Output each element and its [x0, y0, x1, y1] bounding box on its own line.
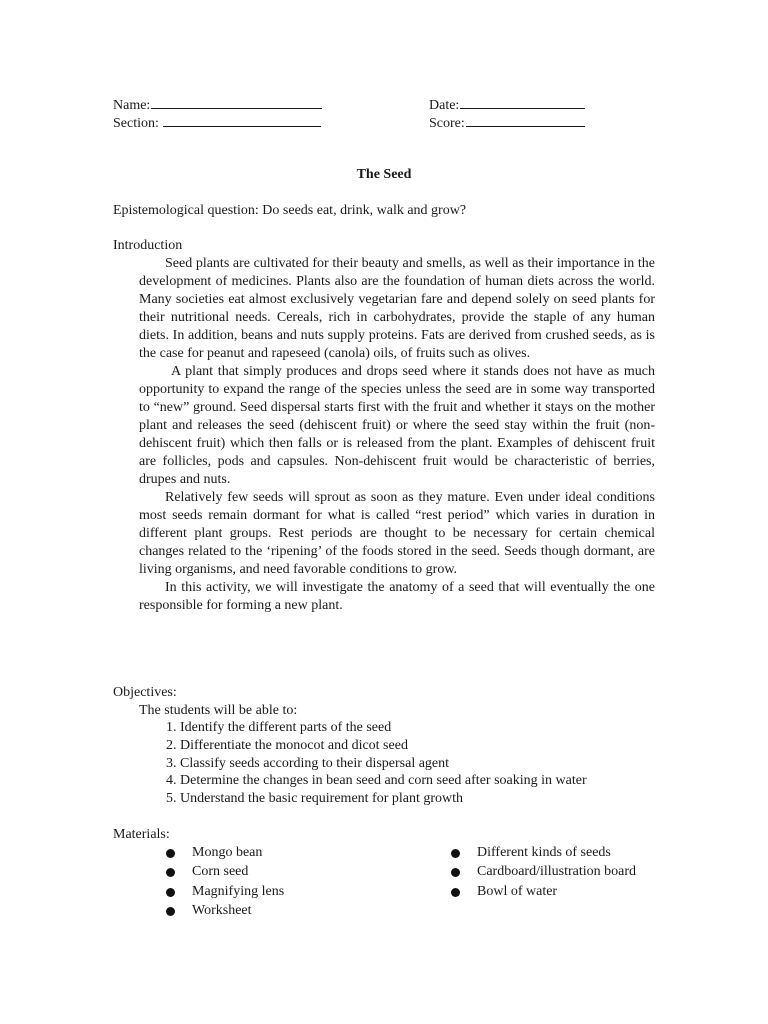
materials-list-right: [451, 844, 636, 902]
section-blank-line: [163, 113, 321, 127]
header-row-2: [113, 113, 628, 131]
objective-item: 1. Identify the different parts of the seed: [166, 720, 392, 735]
score-label: Score:: [429, 116, 465, 131]
date-blank-line: [460, 95, 585, 109]
bullet-icon: [451, 849, 460, 858]
material-label: Cardboard/illustration board: [477, 864, 637, 880]
intro-paragraph: Seed plants are cultivated for their beauty and smells, as well as their importance in the development of medicines. Plants also are the foundation of human diets across the world. Many societies eat almost exclusively vegetarian fare and depend solely on seed plants for their nutritional needs. Cereals, rich in carbohydrates, provide the staple of any human diets. In addition, beans and nuts supply proteins. Fats are derived from crushed seeds, as is the case for peanut and rapeseed (canola) oils, of fruits such as olives.: [139, 256, 655, 361]
material-item: [166, 863, 284, 882]
material-item: [166, 902, 284, 921]
materials-heading: Materials:: [113, 827, 170, 842]
bullet-icon: [166, 888, 175, 897]
material-label: Magnifying lens: [192, 883, 285, 899]
name-field: [113, 95, 322, 115]
material-item: [166, 883, 284, 902]
material-label: Mongo bean: [192, 845, 263, 860]
name-label: Name:: [113, 98, 151, 113]
objectives-heading: Objectives:: [113, 685, 177, 700]
material-item: [451, 863, 636, 882]
objective-item: 5. Understand the basic requirement for plant growth: [166, 791, 464, 807]
material-label: Corn seed: [192, 864, 249, 880]
material-label: Different kinds of seeds: [477, 845, 611, 860]
epistemological-question: Epistemological question: Do seeds eat, drink, walk and grow?: [113, 203, 467, 218]
section-field: [113, 113, 321, 133]
objectives-list: [166, 719, 587, 808]
page-title: The Seed: [356, 167, 412, 182]
material-label: Bowl of water: [477, 883, 558, 899]
material-item: [451, 883, 636, 902]
objective-item: 4. Determine the changes in bean seed and corn seed after soaking in water: [166, 773, 587, 789]
bullet-icon: [166, 849, 175, 858]
intro-paragraph: Relatively few seeds will sprout as soon as they mature. Even under ideal conditions most seeds remain dormant for what is called “rest period” which varies in duration in different plant groups. Rest periods are thought to be necessary for certain chemical changes related to the ‘ripening’ of the foods stored in the seed. Seeds though dormant, are living organisms, and need favorable conditions to grow.: [139, 490, 655, 577]
section-label: Section:: [113, 116, 159, 131]
date-field: [429, 95, 585, 115]
score-blank-line: [466, 113, 585, 127]
introduction-body: [139, 255, 655, 615]
objective-item: 2. Differentiate the monocot and dicot seed: [166, 737, 408, 753]
materials-list-left: [166, 844, 284, 922]
score-field: [429, 113, 585, 133]
date-label: Date:: [429, 98, 460, 113]
objective-item: 3. Classify seeds according to their dispersal agent: [166, 755, 450, 771]
objectives-lead: The students will be able to:: [139, 703, 298, 718]
material-item: [451, 844, 636, 863]
header-row-1: [113, 95, 628, 113]
bullet-icon: [451, 868, 460, 877]
bullet-icon: [166, 868, 175, 877]
introduction-heading: Introduction: [113, 238, 183, 253]
name-blank-line: [151, 95, 322, 109]
bullet-icon: [451, 888, 460, 897]
material-label: Worksheet: [192, 903, 252, 919]
material-item: [166, 844, 284, 863]
intro-paragraph: A plant that simply produces and drops seed where it stands does not have as much opportunity to expand the range of the species unless the seed are in some way transported to “new” ground. Seed dispersal starts first with the fruit and whether it stays on the mother plant and releases the seed (dehiscent fruit) or where the seed stay within the fruit (non-dehiscent fruit) which then falls or is released from the plant. Examples of dehiscent fruit are follicles, pods and capsules. Non-dehiscent fruit would be characteristic of berries, drupes and nuts.: [139, 364, 655, 487]
bullet-icon: [166, 907, 175, 916]
intro-paragraph: In this activity, we will investigate the anatomy of a seed that will eventually the one responsible for forming a new plant.: [139, 580, 655, 613]
